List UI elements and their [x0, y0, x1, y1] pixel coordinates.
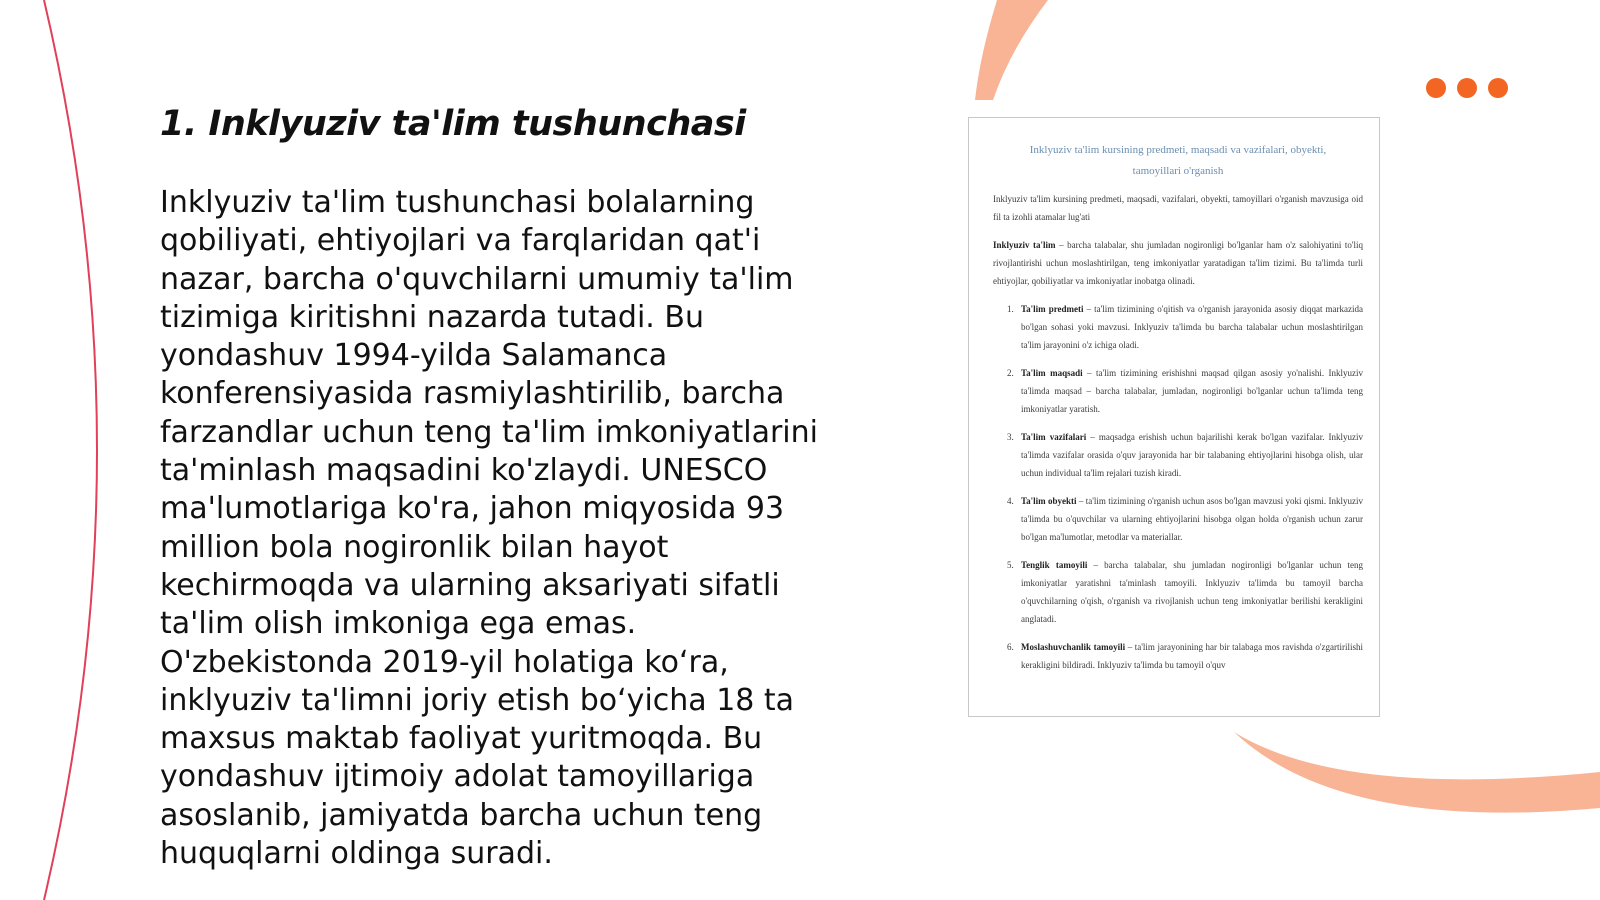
body-line: nazar, barcha o'quvchilarni umumiy ta'lim — [160, 261, 794, 297]
item-number: 3. — [1007, 432, 1014, 442]
item-text: – ta'lim tizimining erishishni maqsad qilgan asosiy yo'nalishi. Inklyuziv ta'limda maqsad – barcha talabalar, jumladan, nogironligi bo'lganlar uchun ta'limda teng imkoniyatlar yaratish. — [1021, 368, 1363, 414]
list-item — [993, 364, 1363, 418]
item-term: Moslashuvchanlik tamoyili — [1021, 642, 1126, 652]
definition-term: Inklyuziv ta'lim — [993, 240, 1056, 250]
item-term: Ta'lim maqsadi — [1021, 368, 1083, 378]
definition-text: – barcha talabalar, shu jumladan nogironligi bo'lganlar ham o'z salohiyatini to'liq rivojlantirishi uchun moslashtirilgan, teng imkoniyatlar yaratadigan ta'lim tizimi. Bu ta'limda turli ehtiyojlar, qobiliyatlar va imkoniyatlar inobatga olinadi. — [993, 240, 1363, 286]
top-arc-shape — [975, 0, 1048, 100]
item-number: 1. — [1007, 304, 1014, 314]
item-text: – ta'lim jarayonining har bir talabaga mos ravishda o'zgartirilishi kerakligini bildiradi. Inklyuziv ta'limda bu tamoyil o'quv — [1021, 642, 1363, 670]
item-term: Ta'lim predmeti — [1021, 304, 1084, 314]
dots-decoration — [1426, 78, 1508, 98]
item-number: 5. — [1007, 560, 1014, 570]
item-term: Ta'lim vazifalari — [1021, 432, 1087, 442]
document-list — [993, 300, 1363, 674]
dot-icon — [1457, 78, 1477, 98]
body-line: huquqlarni oldinga suradi. — [160, 836, 553, 872]
item-term: Tenglik tamoyili — [1021, 560, 1088, 570]
item-text: – ta'lim tizimining o'rganish uchun asos bo'lgan mavzusi yoki qismi. Inklyuziv ta'limda bu o'quvchilar va ularning ehtiyojlarini hisobga olgan holda o'rganish uchun zarur bo'lgan ma'lumotlar, metodlar va materiallar. — [1021, 496, 1363, 542]
body-line: qobiliyati, ehtiyojlari va farqlaridan qat'i — [160, 223, 761, 259]
document-title-line: Inklyuziv ta'lim kursining predmeti, maqsadi va vazifalari, obyekti, — [1029, 144, 1327, 156]
document-definition — [993, 236, 1363, 290]
body-line: yondashuv 1994-yilda Salamanca — [160, 338, 668, 374]
list-item — [993, 638, 1363, 674]
body-line: Inklyuziv ta'lim tushunchasi bolalarning — [160, 185, 755, 220]
item-text: – ta'lim tizimining o'qitish va o'rganish jarayonida asosiy diqqat markazida bo'lgan sohasi yoki mavzusi. Inklyuziv ta'limda bu barcha talabalar uchun moslashtirilgan ta'lim jarayonini o'z ichiga oladi. — [1021, 304, 1363, 350]
document-intro: Inklyuziv ta'lim kursining predmeti, maqsadi, vazifalari, obyekti, tamoyillari o'rganish mavzusiga oid fil ta izohli atamalar lug'ati — [993, 194, 1363, 222]
item-number: 6. — [1007, 642, 1014, 652]
item-text: – maqsadga erishish uchun bajarilishi kerak bo'lgan vazifalar. Inklyuziv ta'limda vazifalar orasida o'quv jarayonida har bir talabaning ehtiyojlarini hisobga olish, ular uchun individual ta'lim rejalari tuzish kiradi. — [1021, 432, 1363, 478]
body-line: O'zbekistonda 2019-yil holatiga koʻra, — [160, 644, 729, 680]
body-line: ta'lim olish imkoniga ega emas. — [160, 606, 637, 642]
document-preview — [968, 117, 1380, 717]
body-line: million bola nogironlik bilan hayot — [160, 529, 669, 565]
document-title — [993, 140, 1363, 182]
body-line: ta'minlash maqsadini ko'zlaydi. UNESCO — [160, 453, 768, 489]
body-line: kechirmoqda va ularning aksariyati sifatli — [160, 567, 780, 603]
item-text: – barcha talabalar, shu jumladan nogironligi bo'lganlar uchun teng imkoniyatlar yaratishni ta'minlash tamoyili. Inklyuziv ta'limda bu tamoyil barcha o'quvchilarning o'qish, o'rganish va rivojlanish uchun teng imkoniyatlar berilishi kerakligini anglatadi. — [1021, 560, 1363, 624]
slide-title: 1. Inklyuziv ta'lim tushunchasi — [160, 104, 746, 144]
body-line: tizimiga kiritishni nazarda tutadi. Bu — [160, 299, 704, 335]
item-number: 4. — [1007, 496, 1014, 506]
left-curve-line — [44, 0, 97, 900]
body-line: asoslanib, jamiyatda barcha uchun teng — [160, 797, 763, 833]
list-item — [993, 300, 1363, 354]
slide-body-text — [160, 184, 840, 873]
dot-icon — [1426, 78, 1446, 98]
body-line: ma'lumotlariga ko'ra, jahon miqyosida 93 — [160, 491, 785, 527]
body-line: farzandlar uchun teng ta'lim imkoniyatlarini — [160, 414, 818, 450]
list-item — [993, 492, 1363, 546]
list-item — [993, 428, 1363, 482]
body-line: yondashuv ijtimoiy adolat tamoyillariga — [160, 759, 755, 795]
body-line: konferensiyasida rasmiylashtirilib, barcha — [160, 376, 785, 412]
bottom-arc-shape — [1234, 732, 1600, 813]
dot-icon — [1488, 78, 1508, 98]
item-term: Ta'lim obyekti — [1021, 496, 1077, 506]
document-title-line: tamoyillari o'rganish — [1132, 165, 1224, 177]
list-item — [993, 556, 1363, 628]
body-line: inklyuziv ta'limni joriy etish boʻyicha 18 ta — [160, 682, 795, 718]
item-number: 2. — [1007, 368, 1014, 378]
body-line: maxsus maktab faoliyat yuritmoqda. Bu — [160, 721, 763, 757]
